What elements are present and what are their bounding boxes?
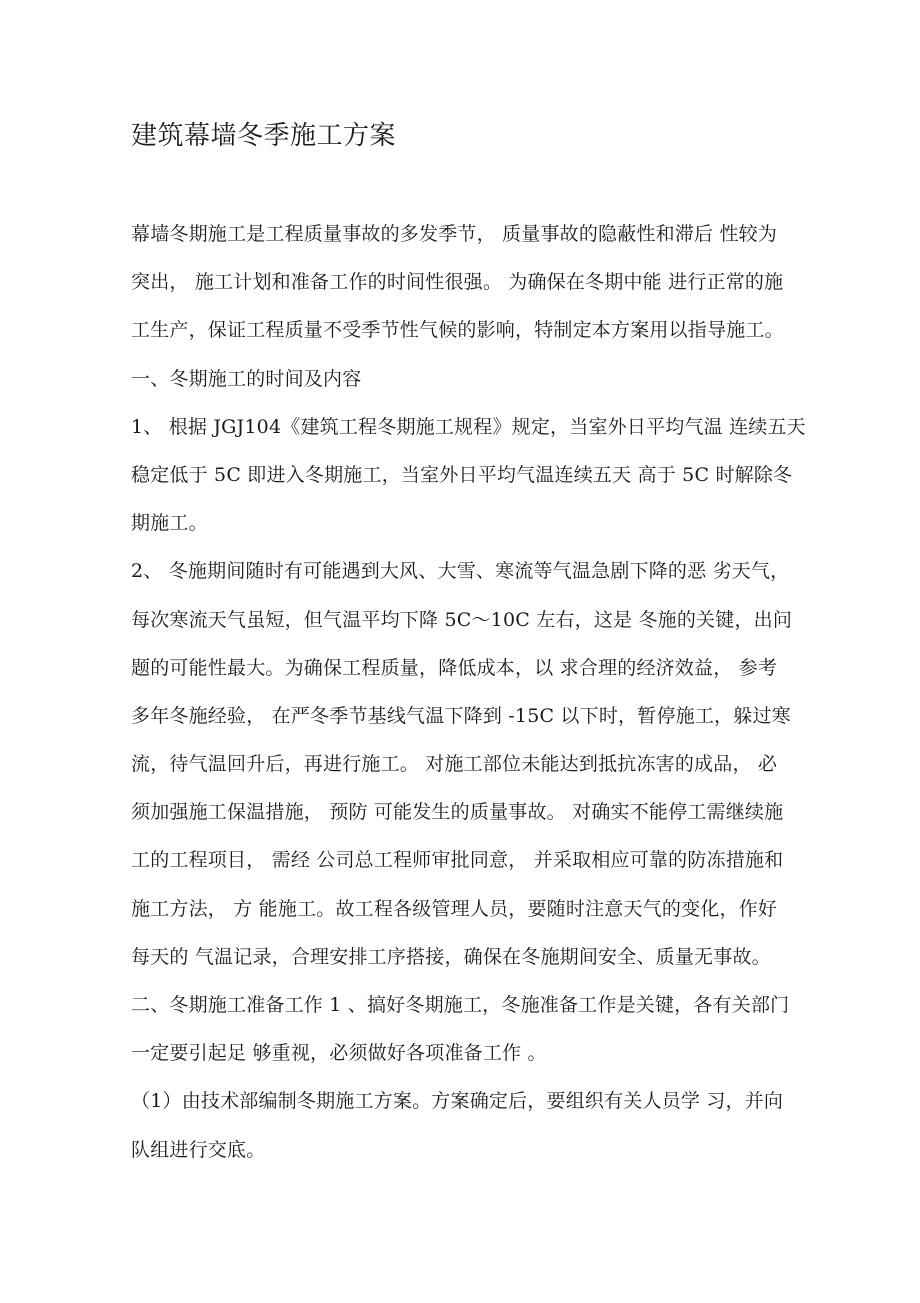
body-line: 队组进行交底。 (131, 1138, 266, 1161)
body-line: 1、 根据 JGJ104《建筑工程冬期施工规程》规定，当室外日平均气温 连续五天 (131, 415, 806, 438)
body-line: 稳定低于 5C 即进入冬期施工，当室外日平均气温连续五天 高于 5C 时解除冬 (131, 463, 793, 486)
body-line: 多年冬施经验， 在严冬季节基线气温下降到 -15C 以下时，暂停施工，躲过寒 (131, 704, 791, 727)
body-line: 一定要引起足 够重视，必须做好各项准备工作 。 (131, 1042, 547, 1065)
body-line: 每次寒流天气虽短，但气温平均下降 5C～10C 左右，这是 冬施的关键，出问 (131, 608, 793, 631)
body-line: 2、 冬施期间随时有可能遇到大风、大雪、寒流等气温急剧下降的恶 劣天气， (131, 560, 790, 583)
body-line: 期施工。 (131, 512, 208, 535)
section-heading: 二、冬期施工准备工作 1 、搞好冬期施工，冬施准备工作是关键，各有关部门 (131, 994, 790, 1016)
section-heading: 一、冬期施工的时间及内容 (131, 367, 362, 390)
document-body (131, 210, 806, 1174)
body-line: 突出， 施工计划和准备工作的时间性很强。 为确保在冬期中能 进行正常的施 (131, 271, 784, 294)
body-line: （1）由技术部编制冬期施工方案。方案确定后，要组织有关人员学 习，并向 (131, 1090, 784, 1113)
body-line: 流，待气温回升后，再进行施工。 对施工部位未能达到抵抗冻害的成品， 必 (131, 753, 778, 776)
body-line: 施工方法， 方 能施工。故工程各级管理人员，要随时注意天气的变化，作好 (131, 897, 778, 920)
body-line: 每天的 气温记录，合理安排工序搭接，确保在冬施期间安全、质量无事故。 (131, 945, 771, 968)
body-line: 幕墙冬期施工是工程质量事故的多发季节， 质量事故的隐蔽性和滞后 性较为 (131, 223, 778, 245)
body-line: 工的工程项目， 需经 公司总工程师审批同意， 并采取相应可靠的防冻措施和 (131, 849, 784, 872)
body-line: 工生产，保证工程质量不受季节性气候的影响，特制定本方案用以指导施工。 (131, 319, 784, 342)
body-line: 题的可能性最大。为确保工程质量，降低成本，以 求合理的经济效益， 参考 (131, 656, 778, 679)
document-title: 建筑幕墙冬季施工方案 (131, 121, 397, 151)
body-line: 须加强施工保温措施， 预防 可能发生的质量事故。 对确实不能停工需继续施 (131, 801, 784, 824)
